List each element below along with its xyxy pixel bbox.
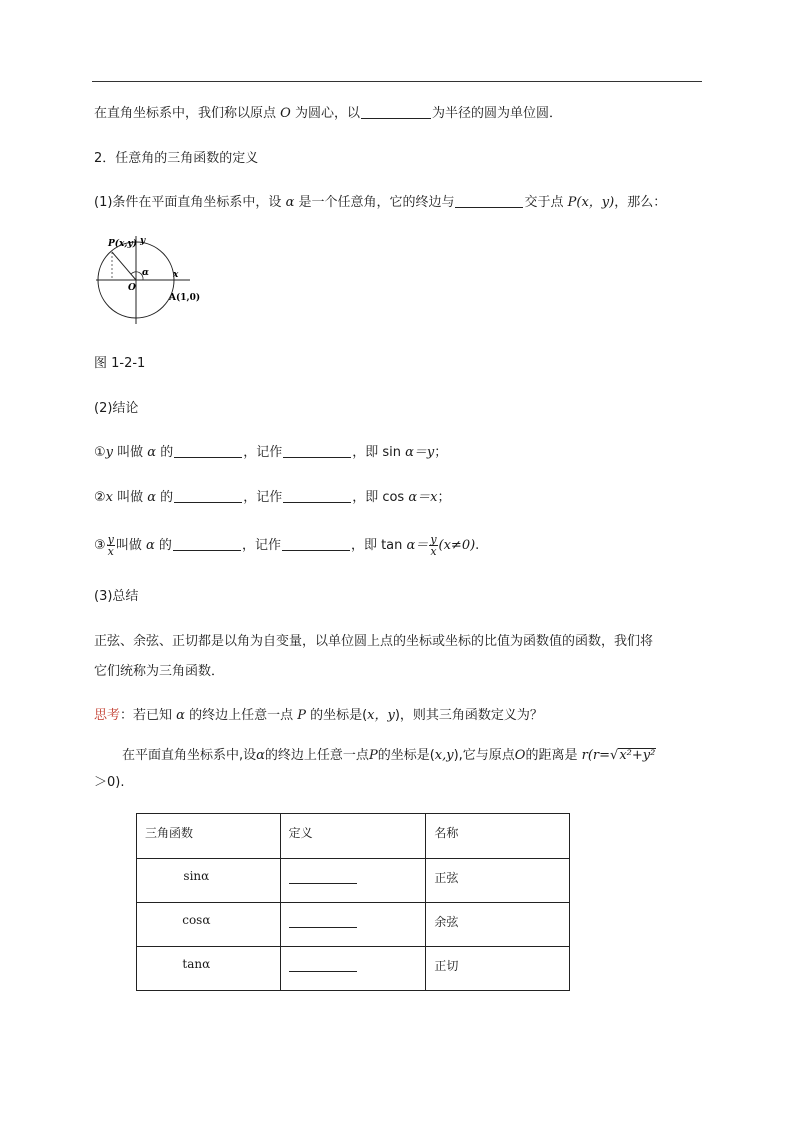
answer-line-1 (122, 746, 656, 766)
origin-symbol: O (280, 106, 291, 121)
alpha-symbol: α (147, 445, 157, 460)
think-label: 思考 (94, 708, 121, 723)
unit-circle-definition (94, 104, 562, 124)
alpha-symbol: α (146, 538, 155, 553)
summary-line-2: 它们统称为三角函数． (94, 664, 225, 679)
denominator: x (430, 545, 437, 558)
text: ③ (94, 538, 106, 553)
text: ：若已知 (120, 708, 177, 723)
text: 是一个任意角，它的终边与 (294, 195, 455, 210)
sqrt-symbol: √ (610, 748, 619, 763)
conclusion-sine (94, 443, 447, 463)
header-rule (92, 81, 702, 82)
coordinates: x，y (367, 708, 395, 723)
answer-blank[interactable] (174, 488, 242, 503)
terminal-side (112, 252, 136, 280)
summary-line-1: 正弦、余弦、正切都是以角为自变量，以单位圆上点的坐标或坐标的比值为函数值的函数，我们将 (94, 634, 654, 649)
conclusion-cosine (94, 488, 450, 508)
text: 在直角坐标系中，我们称以原点 (94, 106, 281, 121)
alpha-symbol: α (256, 748, 265, 763)
definition-cell (280, 947, 426, 991)
text: 为半径的圆为单位圆． (431, 106, 562, 121)
answer-line-2: ＞0). (94, 775, 125, 790)
text: ； (434, 445, 448, 460)
think-question (94, 706, 543, 726)
var: x (105, 490, 113, 505)
text: ，记作 (241, 538, 281, 553)
equation: α＝y (405, 445, 435, 460)
answer-blank[interactable] (283, 443, 351, 458)
answer-blank[interactable] (173, 536, 241, 551)
point-a-label: A(1,0) (169, 293, 201, 303)
equation: α＝ (406, 538, 429, 553)
var: y (105, 445, 114, 460)
point-expression: P(x，y) (567, 195, 615, 210)
alpha-symbol: α (285, 195, 295, 210)
text: 的终边上任意一点 (184, 708, 298, 723)
text: ，那么： (614, 195, 667, 210)
name-cell: 余弦 (426, 903, 570, 947)
answer-blank[interactable] (174, 443, 242, 458)
text: ，即 sin (352, 445, 406, 460)
text: ； (437, 490, 451, 505)
alpha-label: α (142, 268, 149, 278)
radius-expression: r(r= (581, 748, 611, 763)
condition-line (94, 193, 666, 213)
answer-blank[interactable] (289, 957, 357, 972)
text: 的终边上任意一点 (264, 748, 369, 763)
text: ，记作 (243, 445, 283, 460)
alpha-symbol: α (147, 490, 157, 505)
point-symbol: P (368, 748, 378, 763)
function-cell: cosα (137, 903, 281, 947)
conclusion-tangent (94, 534, 479, 557)
answer-blank[interactable] (289, 913, 357, 928)
x-axis-label: x (173, 270, 179, 280)
table-row (137, 859, 570, 903)
text: ，即 tan (350, 538, 407, 553)
text: 为圆心，以 (290, 106, 360, 121)
answer-blank[interactable] (282, 536, 350, 551)
y-axis-label: y (140, 236, 146, 246)
coordinates: x,y (434, 748, 454, 763)
numerator: y (107, 533, 114, 546)
conclusion-title: (2)结论 (94, 401, 139, 416)
trig-function-table (136, 813, 570, 991)
text: 在平面直角坐标系中,设 (122, 748, 257, 763)
answer-blank[interactable] (283, 488, 351, 503)
unit-circle-figure (92, 232, 202, 332)
text: . (475, 538, 480, 553)
text: ② (94, 490, 106, 505)
answer-blank[interactable] (455, 193, 523, 208)
text: 的 (154, 538, 172, 553)
condition: (x≠0) (438, 538, 476, 553)
definition-cell (280, 859, 426, 903)
figure-caption: 图 1-2-1 (94, 356, 146, 371)
point-symbol: P (297, 708, 306, 723)
header-cell: 定义 (280, 814, 426, 859)
function-cell: sinα (137, 859, 281, 903)
text: ① (94, 445, 106, 460)
text: ，记作 (243, 490, 283, 505)
point-p-label: P(x,y) (108, 239, 138, 249)
origin-symbol: O (514, 748, 526, 763)
name-cell: 正切 (426, 947, 570, 991)
fraction-y-over-x (429, 534, 437, 557)
table-row (137, 903, 570, 947)
text: )，则其三角函数定义为？ (394, 708, 543, 723)
origin-label: O (128, 283, 136, 293)
definition-cell (280, 903, 426, 947)
table-header-row (137, 814, 570, 859)
answer-blank[interactable] (361, 104, 431, 119)
answer-blank[interactable] (289, 869, 357, 884)
text: 叫做 (113, 445, 148, 460)
header-cell: 三角函数 (137, 814, 281, 859)
alpha-symbol: α (176, 708, 185, 723)
section-title: 2．任意角的三角函数的定义 (94, 151, 259, 166)
text: ，即 cos (352, 490, 409, 505)
function-cell: tanα (137, 947, 281, 991)
text: ),它与原点 (453, 748, 515, 763)
name-cell: 正弦 (426, 859, 570, 903)
summary-title: (3)总结 (94, 589, 139, 604)
denominator: x (107, 545, 114, 558)
text: 的距离是 (525, 748, 582, 763)
text: (1)条件在平面直角坐标系中，设 (94, 195, 286, 210)
text: 交于点 (524, 195, 568, 210)
text: 叫做 (113, 490, 148, 505)
text: 的 (156, 445, 174, 460)
numerator: y (430, 533, 437, 546)
sqrt-radicand: x²+y² (619, 748, 656, 763)
text: 的坐标是( (305, 708, 368, 723)
text: 的坐标是( (377, 748, 435, 763)
header-cell: 名称 (426, 814, 570, 859)
equation: α＝x (408, 490, 438, 505)
text: 叫做 (115, 538, 147, 553)
table-row (137, 947, 570, 991)
text: 的 (156, 490, 174, 505)
fraction-y-over-x (107, 534, 115, 557)
